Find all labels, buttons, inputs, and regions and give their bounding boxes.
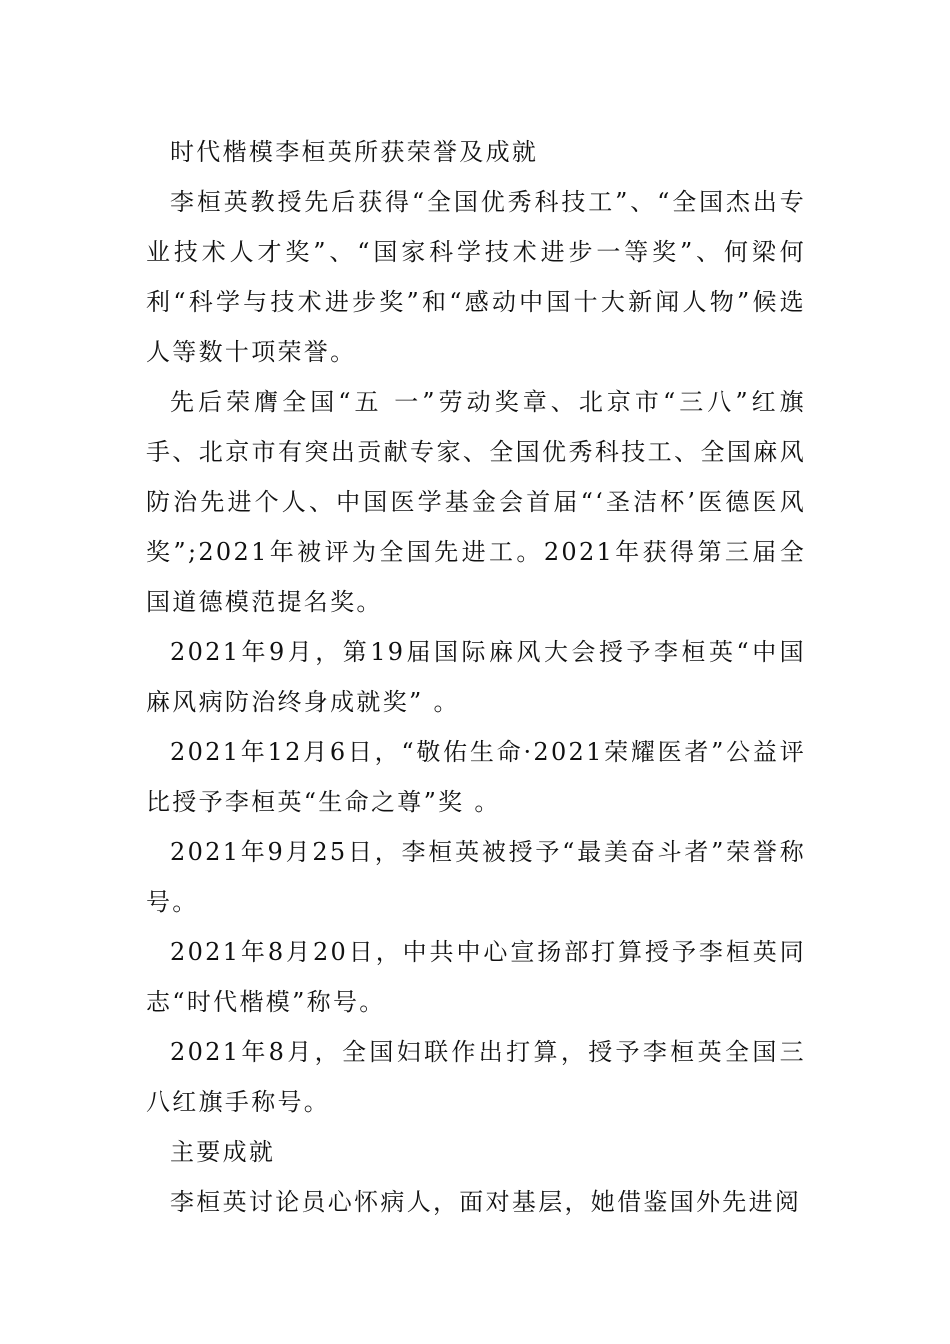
paragraph-role-model-title: 2021年8月20日，中共中心宣扬部打算授予李桓英同志“时代楷模”称号。 <box>146 938 806 1016</box>
paragraph-honors-list: 李桓英教授先后获得“全国优秀科技工”、“全国杰出专业技术人才奖”、“国家科学技术进步一等奖”、何梁何利“科学与技术进步奖”和“感动中国十大新闻人物”候选人等数十项荣誉。 <box>146 188 806 366</box>
paragraph-leprosy-award: 2021年9月，第19届国际麻风大会授予李桓英“中国麻风病防治终身成就奖” 。 <box>146 638 806 716</box>
paragraph-awards: 先后荣膺全国“五 一”劳动奖章、北京市“三八”红旗手、北京市有突出贡献专家、全国优秀科技工、全国麻风防治先进个人、中国医学基金会首届“‘圣洁杯’医德医风奖”;2021年被评为全国先进工。2021年获得第三届全国道德模范提名奖。 <box>146 388 806 616</box>
document-title: 时代楷模李桓英所获荣誉及成就 <box>170 138 539 166</box>
section-heading: 主要成就 <box>170 1138 276 1166</box>
paragraph-red-banner-title: 2021年8月，全国妇联作出打算，授予李桓英全国三八红旗手称号。 <box>146 1038 806 1116</box>
paragraph-life-award: 2021年12月6日，“敬佑生命·2021荣耀医者”公益评比授予李桓英“生命之尊”奖 。 <box>146 738 806 816</box>
paragraph-achievements: 李桓英讨论员心怀病人，面对基层，她借鉴国外先进阅 <box>170 1188 802 1216</box>
paragraph-striver-title: 2021年9月25日，李桓英被授予“最美奋斗者”荣誉称号。 <box>146 838 806 916</box>
document-page <box>146 127 806 1227</box>
